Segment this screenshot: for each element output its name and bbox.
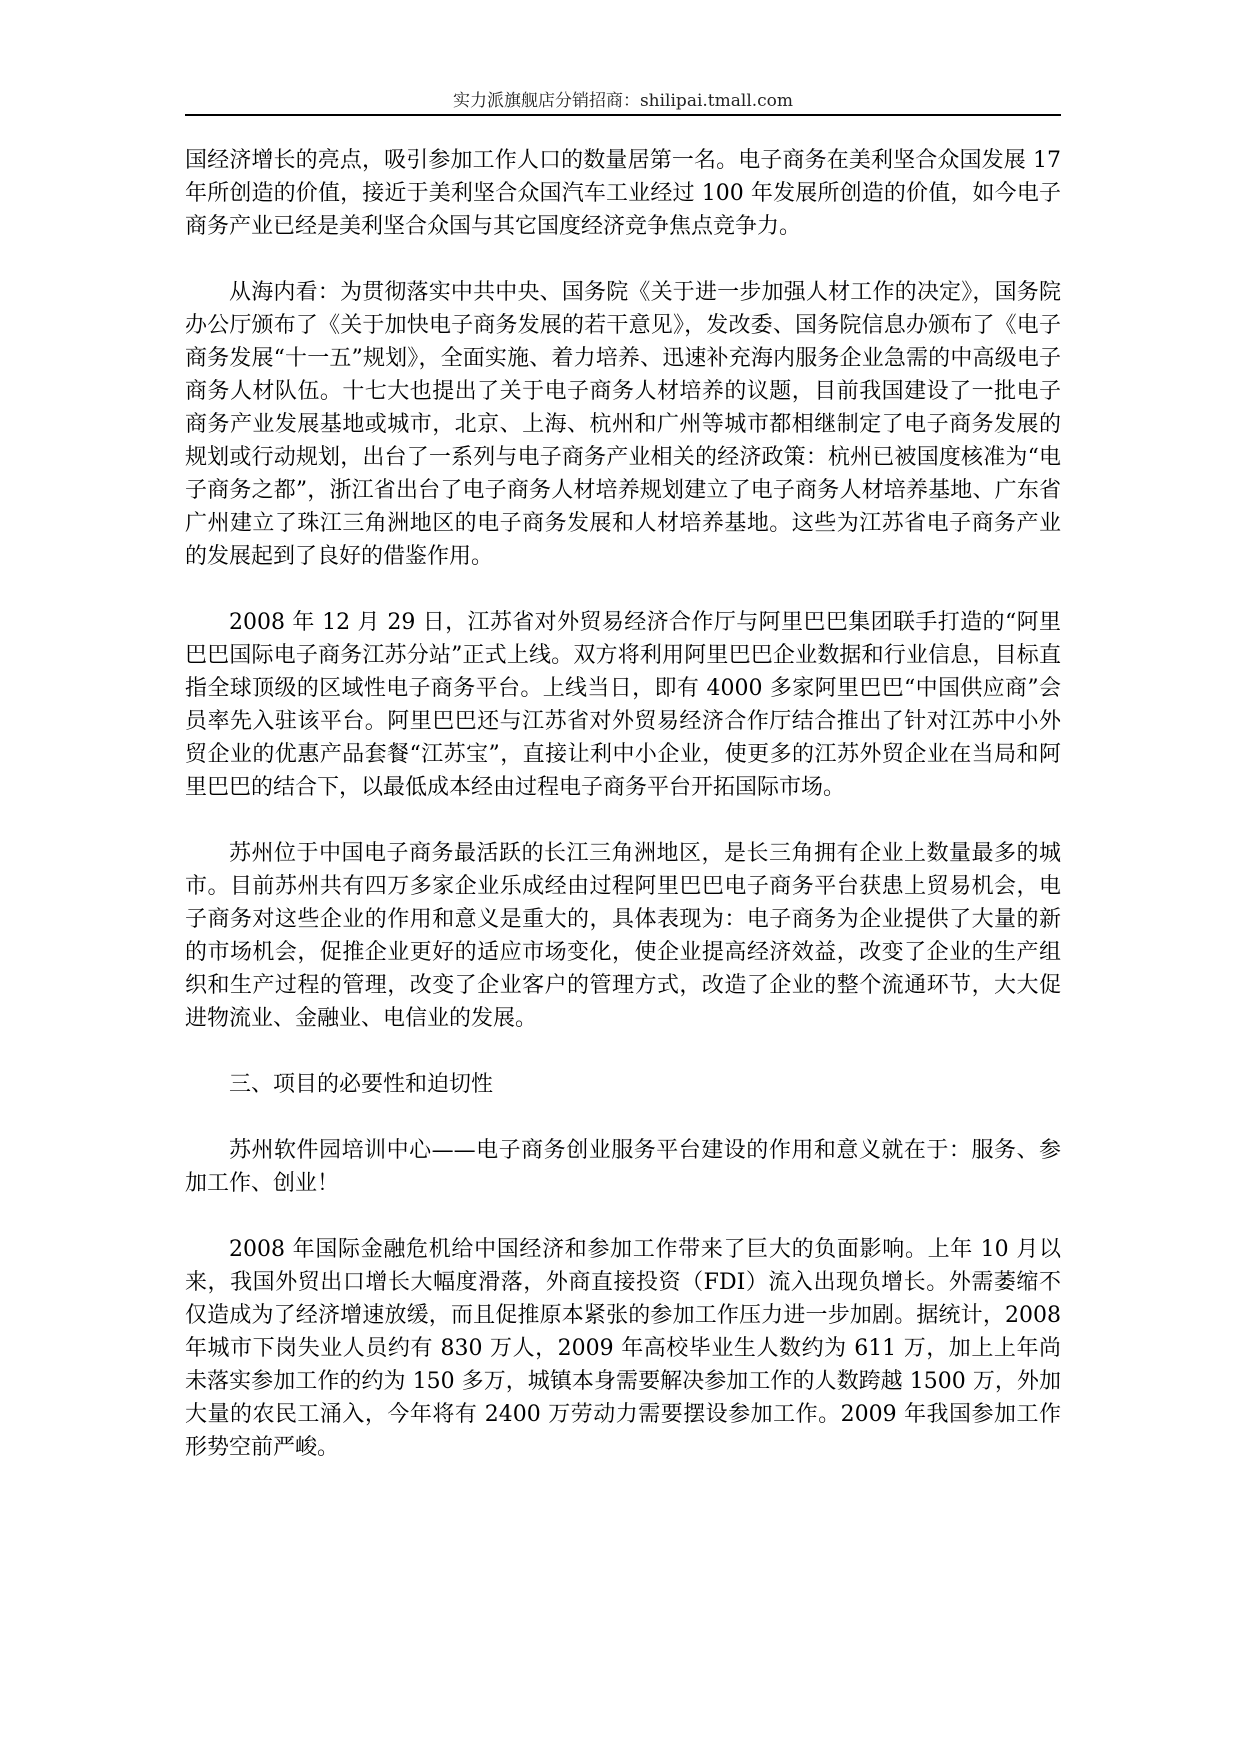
- document-body: [185, 144, 1061, 1497]
- paragraph-domestic: 从海内看：为贯彻落实中共中央、国务院《关于进一步加强人材工作的决定》，国务院办公厅颁布了《关于加快电子商务发展的若干意见》，发改委、国务院信息办颁布了《电子商务发展“十一五”规划》，全面实施、着力培养、迅速补充海内服务企业急需的中高级电子商务人材队伍。十七大也提出了关于电子商务人材培养的议题，目前我国建设了一批电子商务产业发展基地或城市，北京、上海、杭州和广州等城市都相继制定了电子商务发展的规划或行动规划，出台了一系列与电子商务产业相关的经济政策：杭州已被国度核准为“电子商务之都”，浙江省出台了电子商务人材培养规划建立了电子商务人材培养基地、广东省广州建立了珠江三角洲地区的电子商务发展和人材培养基地。这些为江苏省电子商务产业的发展起到了良好的借鉴作用。: [185, 280, 1062, 569]
- paragraph-alibaba-jiangsu: 2008 年 12 月 29 日，江苏省对外贸易经济合作厅与阿里巴巴集团联手打造的“阿里巴巴国际电子商务江苏分站”正式上线。双方将利用阿里巴巴企业数据和行业信息，目标直指全球顶级的区域性电子商务平台。上线当日，即有 4000 多家阿里巴巴“中国供应商”会员率先入驻该平台。阿里巴巴还与江苏省对外贸易经济合作厅结合推出了针对江苏中小外贸企业的优惠产品套餐“江苏宝”，直接让利中小企业，使更多的江苏外贸企业在当局和阿里巴巴的结合下，以最低成本经由过程电子商务平台开拓国际市场。: [185, 610, 1061, 800]
- page-header: 实力派旗舰店分销招商：shilipai.tmall.com: [452, 91, 794, 111]
- section-heading: 三、项目的必要性和迫切性: [229, 1072, 494, 1097]
- paragraph-suzhou: 苏州位于中国电子商务最活跃的长江三角洲地区，是长三角拥有企业上数量最多的城市。目前苏州共有四万多家企业乐成经由过程阿里巴巴电子商务平台获患上贸易机会，电子商务对这些企业的作用和意义是重大的，具体表现为：电子商务为企业提供了大量的新的市场机会，促推企业更好的适应市场变化，使企业提高经济效益，改变了企业的生产组织和生产过程的管理，改变了企业客户的管理方式，改造了企业的整个流通环节，大大促进物流业、金融业、电信业的发展。: [185, 841, 1061, 1031]
- header-divider: [185, 114, 1061, 116]
- paragraph-financial-crisis: 2008 年国际金融危机给中国经济和参加工作带来了巨大的负面影响。上年 10 月以来，我国外贸出口增长大幅度滑落，外商直接投资（FDI）流入出现负增长。外需萎缩不仅造成为了经济增速放缓，而且促推原本紧张的参加工作压力进一步加剧。据统计，2008 年城市下岗失业人员约有 830 万人，2009 年高校毕业生人数约为 611 万，加上上年尚未落实参加工作的约为 150 多万，城镇本身需要解决参加工作的人数跨越 1500 万，外加大量的农民工涌入，今年将有 2400 万劳动力需要摆设参加工作。2009 年我国参加工作形势空前严峻。: [185, 1237, 1061, 1460]
- paragraph-continuation: 国经济增长的亮点，吸引参加工作人口的数量居第一名。电子商务在美利坚合众国发展 17 年所创造的价值，接近于美利坚合众国汽车工业经过 100 年发展所创造的价值，如今电子商务产业已经是美利坚合众国与其它国度经济竞争焦点竞争力。: [185, 148, 1061, 239]
- paragraph-platform-purpose: 苏州软件园培训中心——电子商务创业服务平台建设的作用和意义就在于：服务、参加工作、创业！: [185, 1138, 1061, 1196]
